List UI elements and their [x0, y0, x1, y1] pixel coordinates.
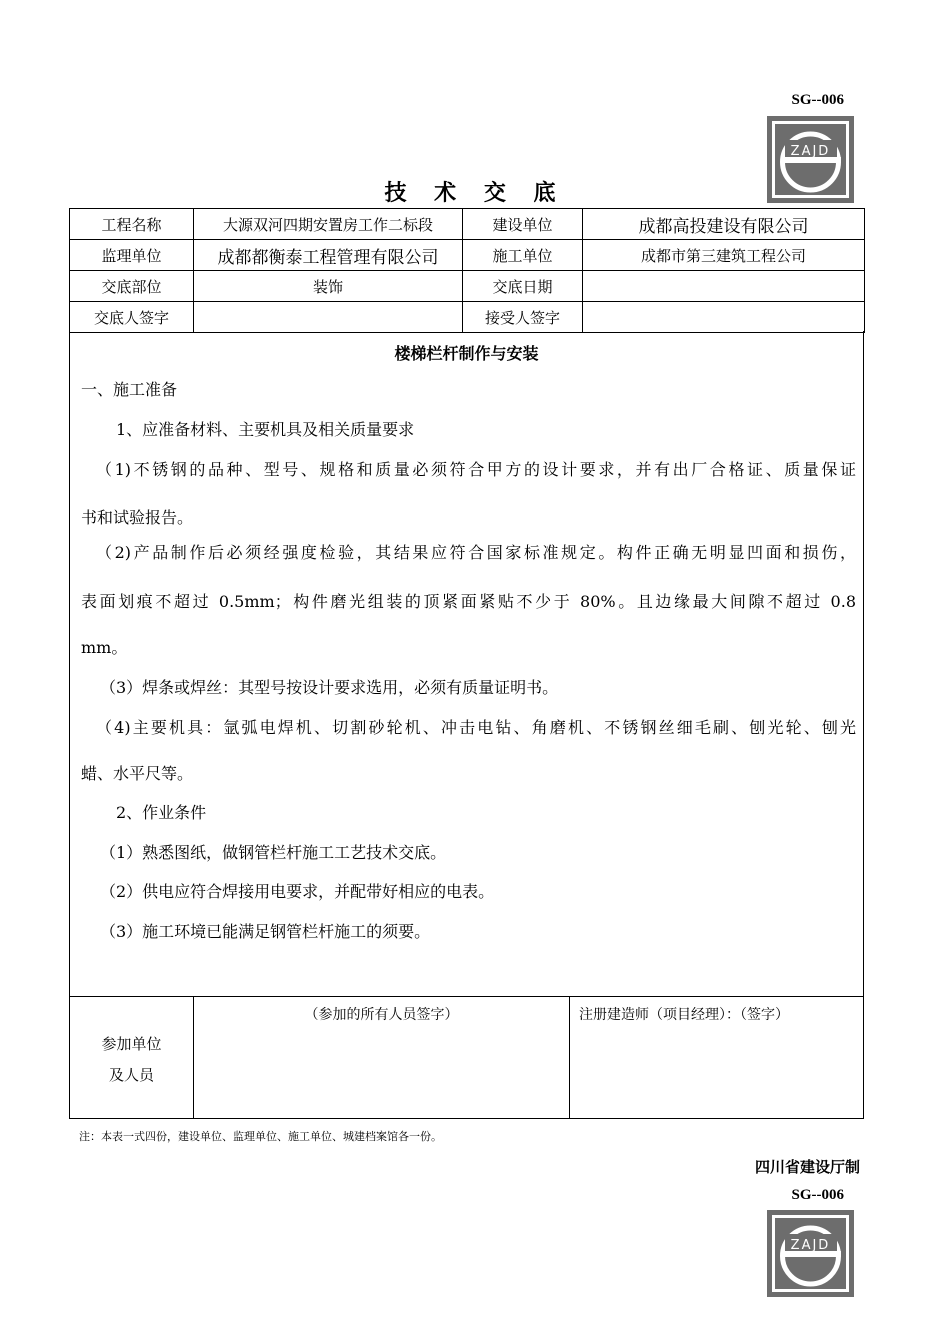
part-value: 装饰: [194, 271, 463, 302]
form-code: SG--006: [791, 92, 844, 108]
contractor-value: 成都市第三建筑工程公司: [583, 240, 865, 271]
supervisor-value: 成都都衡泰工程管理有限公司: [194, 240, 463, 271]
all-personnel-signature[interactable]: （参加的所有人员签字）: [304, 1007, 459, 1023]
paragraph-line: （3）焊条或焊丝：其型号按设计要求选用，必须有质量证明书。: [100, 678, 559, 697]
logo-text: ZAJD: [790, 1238, 831, 1253]
supervisor-label: 监理单位: [70, 240, 194, 271]
participants-label-line1: 参加单位: [101, 1035, 162, 1053]
header-table: [69, 208, 865, 333]
paragraph-line: 书和试验报告。: [81, 508, 194, 527]
signature-box: [69, 996, 864, 1119]
paragraph-line: （1)不锈钢的品种、型号、规格和质量必须符合甲方的设计要求，并有出厂合格证、质量保证: [96, 460, 856, 479]
owner-value: 成都高投建设有限公司: [583, 209, 865, 240]
giver-label: 交底人签字: [70, 302, 194, 333]
project-name-value: 大源双河四期安置房工作二标段: [194, 209, 463, 240]
paragraph-line: （2）供电应符合焊接用电要求，并配带好相应的电表。: [100, 882, 495, 901]
date-label: 交底日期: [463, 271, 583, 302]
footnote: 注：本表一式四份，建设单位、监理单位、施工单位、城建档案馆各一份。: [79, 1130, 442, 1143]
contractor-label: 施工单位: [463, 240, 583, 271]
content-title: 楼梯栏杆制作与安装: [394, 344, 539, 363]
paragraph-line: 表面划痕不超过 0.5mm；构件磨光组装的顶紧面紧贴不少于 80%。且边缘最大间隙不超过 0.8: [81, 592, 856, 611]
project-manager-signature[interactable]: 注册建造师（项目经理）：（签字）: [579, 1007, 789, 1023]
owner-label: 建设单位: [463, 209, 583, 240]
part-label: 交底部位: [70, 271, 194, 302]
paragraph-line: 蜡、水平尺等。: [81, 764, 194, 783]
receiver-value[interactable]: [583, 302, 865, 333]
section-heading: 一、施工准备: [81, 380, 178, 399]
receiver-label: 接受人签字: [463, 302, 583, 333]
paragraph-line: mm。: [81, 638, 128, 657]
logo-text: ZAJD: [790, 144, 831, 159]
paragraph-line: （4)主要机具：氩弧电焊机、切割砂轮机、冲击电钻、角磨机、不锈钢丝细毛刷、刨光轮、刨光: [96, 718, 856, 737]
page-title: 技 术 交 底: [384, 180, 566, 206]
date-value[interactable]: [583, 271, 865, 302]
paragraph-line: （1）熟悉图纸，做钢管栏杆施工工艺技术交底。: [100, 843, 447, 862]
content-box: [69, 331, 864, 997]
participants-label-line2: 及人员: [108, 1066, 154, 1084]
paragraph-line: （3）施工环境已能满足钢管栏杆施工的须要。: [100, 922, 431, 941]
subsection-heading: 1、应准备材料、主要机具及相关质量要求: [116, 420, 415, 439]
subsection-heading: 2、作业条件: [116, 803, 207, 822]
project-name-label: 工程名称: [70, 209, 194, 240]
giver-value[interactable]: [194, 302, 463, 333]
form-code: SG--006: [791, 1187, 844, 1203]
paragraph-line: （2)产品制作后必须经强度检验，其结果应符合国家标准规定。构件正确无明显凹面和损伤，: [96, 543, 856, 562]
zajd-logo-icon: [767, 1210, 854, 1297]
issuer: 四川省建设厅制: [754, 1158, 860, 1176]
